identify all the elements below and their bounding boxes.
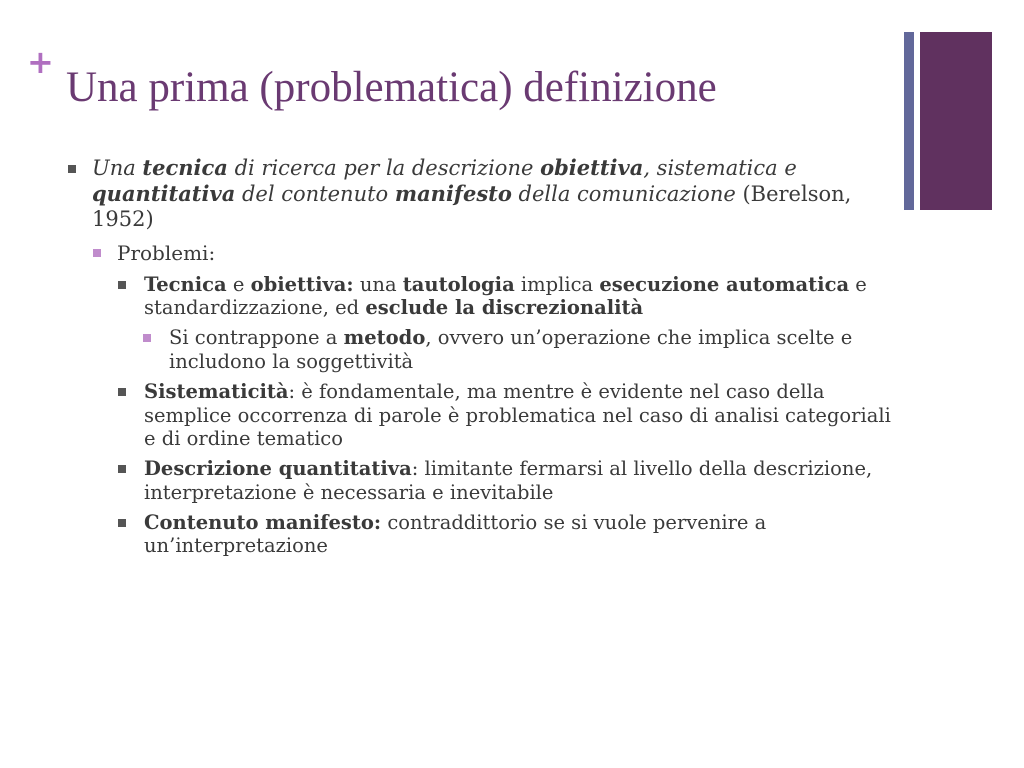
slide-body [68, 155, 898, 565]
accent-bar-thin [904, 32, 914, 210]
text-fragment: Una [92, 156, 143, 180]
text-fragment: di ricerca per la descrizione [227, 156, 541, 180]
text-fragment: una [353, 272, 403, 296]
problems-label: Problemi: [117, 240, 216, 265]
text-fragment: implica [514, 272, 600, 296]
term: Contenuto manifesto: [144, 511, 382, 535]
term: esclude la discrezionalità [365, 295, 644, 319]
problem-text [144, 457, 872, 503]
square-bullet-icon [118, 388, 126, 396]
text-fragment: della comunicazione [511, 182, 736, 207]
definition-text [92, 156, 851, 231]
term-tecnica: tecnica [142, 155, 228, 180]
subitem-text [169, 326, 852, 372]
term: Descrizione quantitativa [144, 457, 412, 481]
definition-item [68, 155, 898, 233]
term: Sistematicità [144, 380, 289, 404]
text-fragment: e standardizzazione, ed [144, 272, 867, 319]
square-bullet-icon [118, 465, 126, 473]
square-bullet-icon [68, 165, 76, 173]
text-fragment: : è fondamentale, ma mentre è evidente nel caso della semplice occorrenza di parole è problematica nel caso di analisi categoriali e di ordine tematico [144, 380, 891, 450]
problem-item-contenuto [118, 511, 898, 558]
term: Tecnica [144, 272, 227, 296]
text-fragment: , sistematica e [643, 156, 797, 180]
square-bullet-icon [118, 281, 126, 289]
problem-text [144, 511, 766, 557]
citation: (Berelson, 1952) [92, 182, 852, 232]
problem-subitem-metodo [143, 326, 898, 373]
text-fragment: contraddittorio se si vuole pervenire a un’interpretazione [144, 511, 767, 558]
term-quantitativa: quantitativa [92, 181, 236, 207]
problem-item-descrizione [118, 457, 898, 504]
text-fragment: : limitante fermarsi al livello della descrizione, interpretazione è necessaria e inevitabile [144, 457, 873, 504]
problem-text [144, 273, 867, 319]
text-fragment: del contenuto [235, 182, 395, 207]
term-obiettiva: obiettiva [540, 155, 644, 180]
term: metodo [343, 326, 426, 350]
text-fragment: , ovvero un’operazione che implica scelte e includono la soggettività [169, 326, 853, 373]
term: tautologia [402, 272, 515, 296]
problem-text [144, 380, 891, 450]
problem-item-tecnica [118, 273, 898, 320]
square-bullet-icon [93, 249, 101, 257]
text-fragment: Si contrappone a [169, 326, 344, 350]
square-bullet-icon [143, 334, 151, 342]
term-manifesto: manifesto [394, 181, 512, 207]
square-bullet-icon [118, 519, 126, 527]
problem-item-sistematicita [118, 380, 898, 450]
term: esecuzione automatica [599, 272, 850, 296]
accent-bar-thick [920, 32, 992, 210]
term: obiettiva: [250, 272, 354, 296]
slide-title: Una prima (problematica) definizione [66, 64, 717, 111]
plus-icon: + [27, 43, 54, 81]
problems-heading [93, 241, 898, 265]
text-fragment: e [226, 272, 251, 296]
